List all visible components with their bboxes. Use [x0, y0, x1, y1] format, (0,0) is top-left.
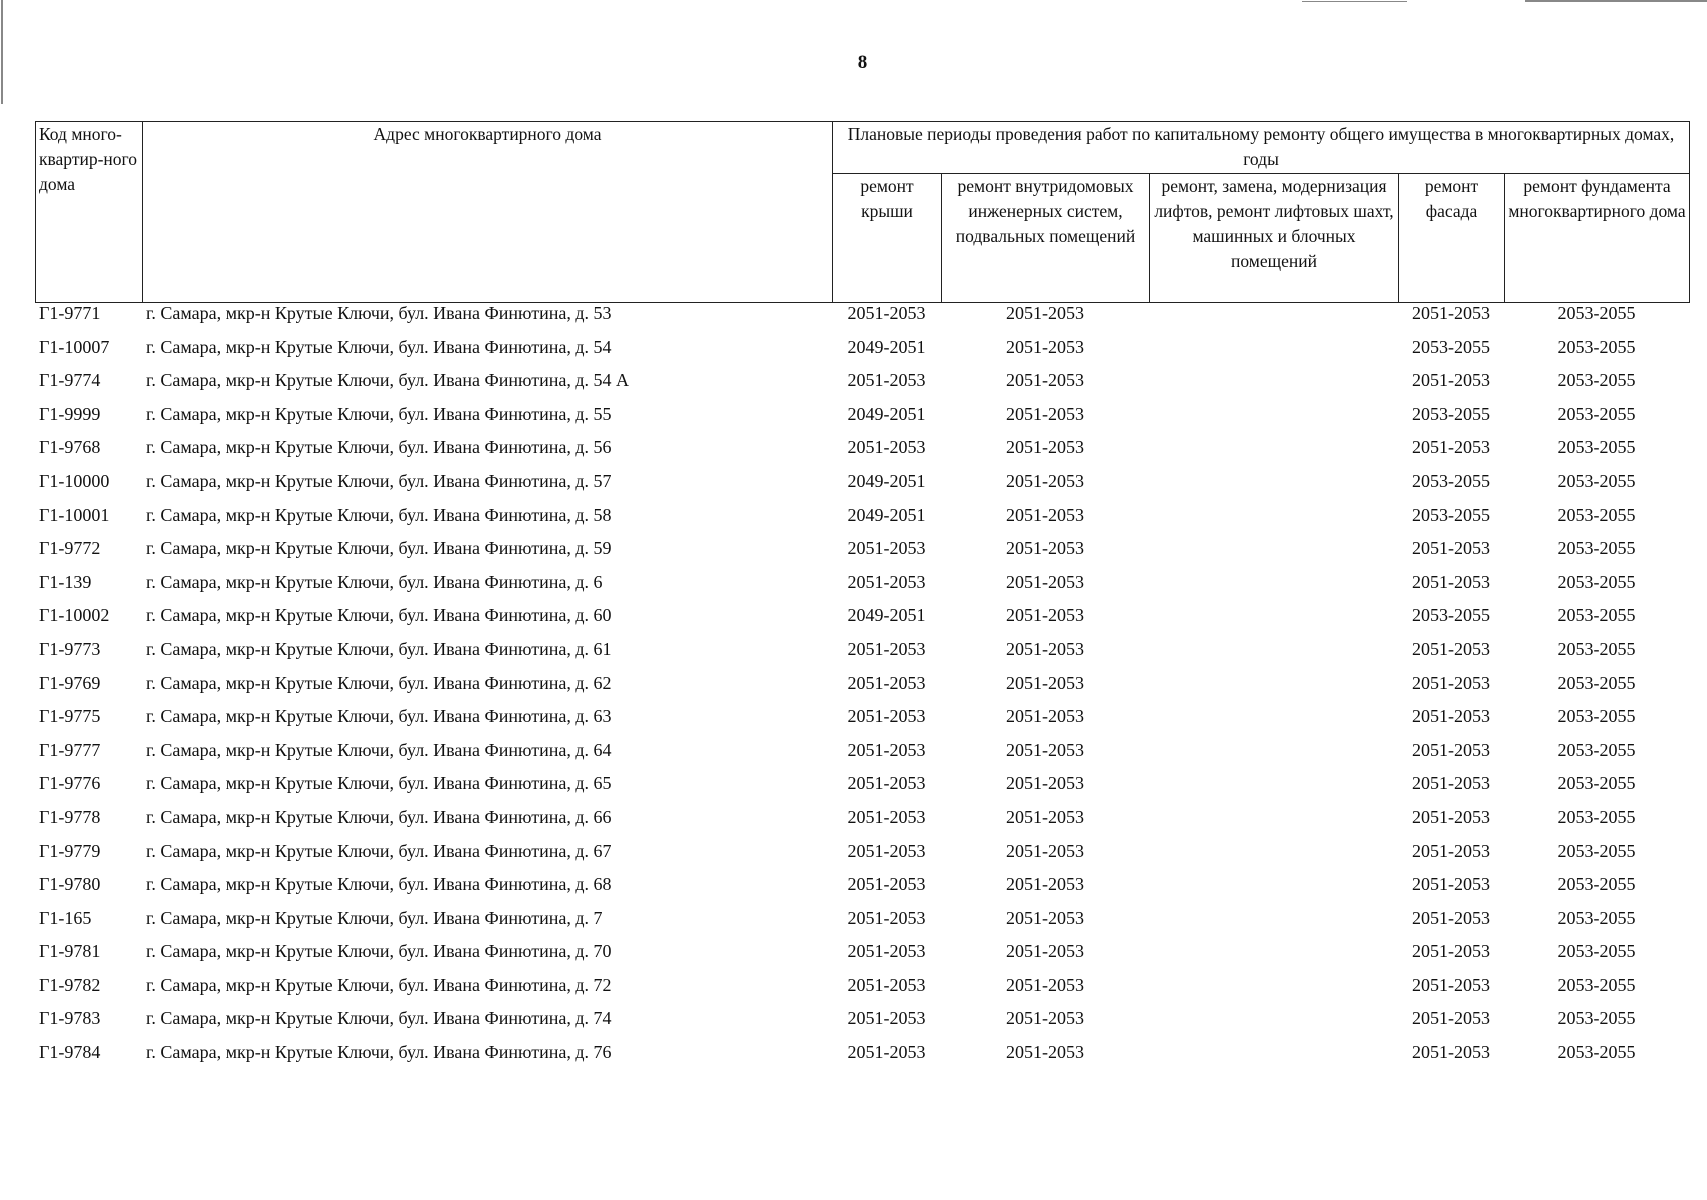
cell-code: Г1-9784	[39, 1042, 101, 1063]
cell-foundation: 2053-2055	[1557, 403, 1636, 424]
cell-facade: 2051-2053	[1412, 974, 1490, 995]
cell-address: г. Самара, мкр-н Крутые Ключи, бул. Ивана Финютина, д. 62	[146, 672, 612, 693]
table-row	[35, 841, 1689, 875]
table-row	[35, 1042, 1689, 1076]
cell-foundation: 2053-2055	[1557, 773, 1636, 794]
cell-facade: 2051-2053	[1412, 437, 1490, 458]
cell-elevators	[1149, 874, 1398, 908]
cell-roof: 2051-2053	[847, 907, 926, 928]
table-row	[35, 807, 1689, 841]
cell-foundation: 2053-2055	[1557, 605, 1636, 626]
cell-code: Г1-9999	[39, 403, 101, 424]
cell-address: г. Самара, мкр-н Крутые Ключи, бул. Ивана Финютина, д. 66	[146, 806, 612, 827]
cell-elevators	[1149, 908, 1398, 942]
cell-facade: 2051-2053	[1412, 370, 1490, 391]
cell-engineering: 2051-2053	[1006, 706, 1084, 727]
cell-roof: 2051-2053	[847, 706, 926, 727]
cell-engineering: 2051-2053	[1006, 437, 1084, 458]
table-row	[35, 874, 1689, 908]
cell-code: Г1-9776	[39, 773, 101, 794]
cell-foundation: 2053-2055	[1557, 504, 1636, 525]
cell-code: Г1-10001	[39, 504, 110, 525]
cell-foundation: 2053-2055	[1557, 336, 1636, 357]
cell-elevators	[1149, 1042, 1398, 1076]
cell-foundation: 2053-2055	[1557, 571, 1636, 592]
table-row	[35, 908, 1689, 942]
cell-elevators	[1149, 639, 1398, 673]
cell-address: г. Самара, мкр-н Крутые Ключи, бул. Ивана Финютина, д. 54	[146, 336, 612, 357]
cell-address: г. Самара, мкр-н Крутые Ключи, бул. Ивана Финютина, д. 6	[146, 571, 603, 592]
cell-code: Г1-9778	[39, 806, 101, 827]
cell-facade: 2051-2053	[1412, 638, 1490, 659]
page-number: 8	[857, 52, 868, 73]
cell-address: г. Самара, мкр-н Крутые Ключи, бул. Ивана Финютина, д. 59	[146, 538, 612, 559]
cell-engineering: 2051-2053	[1006, 403, 1084, 424]
cell-address: г. Самара, мкр-н Крутые Ключи, бул. Ивана Финютина, д. 53	[146, 303, 612, 323]
cell-facade: 2051-2053	[1412, 773, 1490, 794]
cell-address: г. Самара, мкр-н Крутые Ключи, бул. Ивана Финютина, д. 65	[146, 773, 612, 794]
table-row	[35, 673, 1689, 707]
cell-elevators	[1149, 605, 1398, 639]
cell-engineering: 2051-2053	[1006, 303, 1084, 323]
header-elevators: ремонт, замена, модернизация лифтов, ремонт лифтовых шахт, машинных и блочных помещений	[1150, 174, 1399, 303]
cell-elevators	[1149, 841, 1398, 875]
cell-address: г. Самара, мкр-н Крутые Ключи, бул. Ивана Финютина, д. 72	[146, 974, 612, 995]
cell-elevators	[1149, 706, 1398, 740]
cell-roof: 2051-2053	[847, 370, 926, 391]
cell-address: г. Самара, мкр-н Крутые Ключи, бул. Ивана Финютина, д. 76	[146, 1042, 612, 1063]
cell-roof: 2049-2051	[847, 470, 926, 491]
cell-roof: 2051-2053	[847, 1008, 926, 1029]
cell-roof: 2051-2053	[847, 941, 926, 962]
cell-facade: 2051-2053	[1412, 840, 1490, 861]
cell-code: Г1-9769	[39, 672, 101, 693]
table-row	[35, 370, 1689, 404]
header-engineering: ремонт внутридомовых инженерных систем, подвальных помещений	[942, 174, 1150, 303]
cell-roof: 2051-2053	[847, 437, 926, 458]
cell-address: г. Самара, мкр-н Крутые Ключи, бул. Ивана Финютина, д. 56	[146, 437, 612, 458]
cell-roof: 2049-2051	[847, 336, 926, 357]
cell-code: Г1-9782	[39, 974, 101, 995]
cell-engineering: 2051-2053	[1006, 739, 1084, 760]
cell-foundation: 2053-2055	[1557, 672, 1636, 693]
cell-facade: 2051-2053	[1412, 1042, 1490, 1063]
cell-engineering: 2051-2053	[1006, 773, 1084, 794]
cell-engineering: 2051-2053	[1006, 974, 1084, 995]
cell-engineering: 2051-2053	[1006, 538, 1084, 559]
cell-address: г. Самара, мкр-н Крутые Ключи, бул. Ивана Финютина, д. 70	[146, 941, 612, 962]
cell-elevators	[1149, 773, 1398, 807]
cell-engineering: 2051-2053	[1006, 504, 1084, 525]
cell-code: Г1-9781	[39, 941, 101, 962]
header-code: Код много-квартир-ного дома	[36, 122, 143, 303]
cell-elevators	[1149, 975, 1398, 1009]
cell-code: Г1-9773	[39, 638, 101, 659]
cell-foundation: 2053-2055	[1557, 840, 1636, 861]
cell-roof: 2049-2051	[847, 605, 926, 626]
cell-facade: 2053-2055	[1412, 504, 1490, 525]
cell-code: Г1-10007	[39, 336, 110, 357]
cell-facade: 2051-2053	[1412, 571, 1490, 592]
cell-address: г. Самара, мкр-н Крутые Ключи, бул. Ивана Финютина, д. 7	[146, 907, 603, 928]
cell-code: Г1-10002	[39, 605, 110, 626]
cell-engineering: 2051-2053	[1006, 605, 1084, 626]
cell-foundation: 2053-2055	[1557, 538, 1636, 559]
cell-facade: 2051-2053	[1412, 672, 1490, 693]
cell-engineering: 2051-2053	[1006, 638, 1084, 659]
cell-roof: 2051-2053	[847, 874, 926, 895]
cell-engineering: 2051-2053	[1006, 806, 1084, 827]
scan-edge-top-right	[1302, 1, 1407, 2]
cell-roof: 2049-2051	[847, 403, 926, 424]
cell-roof: 2051-2053	[847, 538, 926, 559]
cell-facade: 2051-2053	[1412, 941, 1490, 962]
cell-roof: 2051-2053	[847, 303, 926, 323]
cell-roof: 2051-2053	[847, 773, 926, 794]
cell-address: г. Самара, мкр-н Крутые Ключи, бул. Ивана Финютина, д. 61	[146, 638, 612, 659]
table-row	[35, 337, 1689, 371]
cell-facade: 2051-2053	[1412, 874, 1490, 895]
cell-facade: 2051-2053	[1412, 907, 1490, 928]
cell-facade: 2051-2053	[1412, 739, 1490, 760]
cell-roof: 2051-2053	[847, 806, 926, 827]
table-row	[35, 404, 1689, 438]
cell-code: Г1-9768	[39, 437, 101, 458]
cell-roof: 2051-2053	[847, 1042, 926, 1063]
cell-facade: 2053-2055	[1412, 605, 1490, 626]
cell-code: Г1-165	[39, 907, 92, 928]
cell-code: Г1-9780	[39, 874, 101, 895]
cell-engineering: 2051-2053	[1006, 840, 1084, 861]
cell-elevators	[1149, 370, 1398, 404]
table-row	[35, 538, 1689, 572]
cell-code: Г1-9779	[39, 840, 101, 861]
cell-roof: 2051-2053	[847, 672, 926, 693]
cell-elevators	[1149, 673, 1398, 707]
cell-elevators	[1149, 941, 1398, 975]
cell-code: Г1-9775	[39, 706, 101, 727]
cell-code: Г1-9772	[39, 538, 101, 559]
cell-engineering: 2051-2053	[1006, 1008, 1084, 1029]
cell-foundation: 2053-2055	[1557, 303, 1636, 323]
cell-elevators	[1149, 471, 1398, 505]
cell-foundation: 2053-2055	[1557, 739, 1636, 760]
cell-engineering: 2051-2053	[1006, 571, 1084, 592]
cell-code: Г1-9783	[39, 1008, 101, 1029]
cell-foundation: 2053-2055	[1557, 1042, 1636, 1063]
cell-engineering: 2051-2053	[1006, 470, 1084, 491]
cell-address: г. Самара, мкр-н Крутые Ключи, бул. Ивана Финютина, д. 63	[146, 706, 612, 727]
table-row	[35, 303, 1689, 337]
cell-engineering: 2051-2053	[1006, 336, 1084, 357]
header-address: Адрес многоквартирного дома	[143, 122, 833, 303]
cell-facade: 2051-2053	[1412, 806, 1490, 827]
table-row	[35, 740, 1689, 774]
table-row	[35, 471, 1689, 505]
cell-foundation: 2053-2055	[1557, 907, 1636, 928]
cell-facade: 2051-2053	[1412, 706, 1490, 727]
cell-address: г. Самара, мкр-н Крутые Ключи, бул. Ивана Финютина, д. 60	[146, 605, 612, 626]
cell-facade: 2053-2055	[1412, 403, 1490, 424]
cell-elevators	[1149, 505, 1398, 539]
cell-facade: 2053-2055	[1412, 336, 1490, 357]
cell-foundation: 2053-2055	[1557, 1008, 1636, 1029]
cell-elevators	[1149, 740, 1398, 774]
cell-foundation: 2053-2055	[1557, 806, 1636, 827]
cell-facade: 2051-2053	[1412, 538, 1490, 559]
header-periods: Плановые периоды проведения работ по капитальному ремонту общего имущества в многоквартирных домах, годы	[833, 122, 1690, 174]
scan-edge-top-corner	[1525, 0, 1707, 2]
table-row	[35, 605, 1689, 639]
cell-engineering: 2051-2053	[1006, 370, 1084, 391]
cell-elevators	[1149, 337, 1398, 371]
cell-engineering: 2051-2053	[1006, 1042, 1084, 1063]
table-row	[35, 437, 1689, 471]
cell-elevators	[1149, 538, 1398, 572]
cell-foundation: 2053-2055	[1557, 874, 1636, 895]
header-facade: ремонт фасада	[1399, 174, 1505, 303]
cell-address: г. Самара, мкр-н Крутые Ключи, бул. Ивана Финютина, д. 54 А	[146, 370, 630, 391]
table-row	[35, 706, 1689, 740]
cell-elevators	[1149, 1008, 1398, 1042]
cell-address: г. Самара, мкр-н Крутые Ключи, бул. Ивана Финютина, д. 58	[146, 504, 612, 525]
cell-foundation: 2053-2055	[1557, 437, 1636, 458]
cell-elevators	[1149, 404, 1398, 438]
cell-roof: 2051-2053	[847, 974, 926, 995]
cell-code: Г1-9777	[39, 739, 101, 760]
cell-address: г. Самара, мкр-н Крутые Ключи, бул. Ивана Финютина, д. 74	[146, 1008, 612, 1029]
cell-roof: 2049-2051	[847, 504, 926, 525]
table-body	[35, 303, 1689, 1076]
cell-address: г. Самара, мкр-н Крутые Ключи, бул. Ивана Финютина, д. 64	[146, 739, 612, 760]
cell-engineering: 2051-2053	[1006, 907, 1084, 928]
table-row	[35, 505, 1689, 539]
cell-foundation: 2053-2055	[1557, 370, 1636, 391]
cell-roof: 2051-2053	[847, 638, 926, 659]
cell-code: Г1-139	[39, 571, 92, 592]
cell-elevators	[1149, 437, 1398, 471]
cell-facade: 2051-2053	[1412, 1008, 1490, 1029]
cell-roof: 2051-2053	[847, 571, 926, 592]
cell-address: г. Самара, мкр-н Крутые Ключи, бул. Ивана Финютина, д. 55	[146, 403, 612, 424]
cell-foundation: 2053-2055	[1557, 638, 1636, 659]
cell-foundation: 2053-2055	[1557, 941, 1636, 962]
cell-address: г. Самара, мкр-н Крутые Ключи, бул. Ивана Финютина, д. 68	[146, 874, 612, 895]
cell-foundation: 2053-2055	[1557, 974, 1636, 995]
cell-address: г. Самара, мкр-н Крутые Ключи, бул. Ивана Финютина, д. 57	[146, 470, 612, 491]
cell-elevators	[1149, 303, 1398, 337]
cell-roof: 2051-2053	[847, 739, 926, 760]
cell-facade: 2051-2053	[1412, 303, 1490, 323]
cell-foundation: 2053-2055	[1557, 470, 1636, 491]
cell-elevators	[1149, 807, 1398, 841]
cell-engineering: 2051-2053	[1006, 672, 1084, 693]
header-roof: ремонт крыши	[833, 174, 942, 303]
cell-code: Г1-9774	[39, 370, 101, 391]
cell-engineering: 2051-2053	[1006, 874, 1084, 895]
header-foundation: ремонт фундамента многоквартирного дома	[1505, 174, 1690, 303]
cell-roof: 2051-2053	[847, 840, 926, 861]
cell-elevators	[1149, 572, 1398, 606]
table-row	[35, 941, 1689, 975]
table-row	[35, 572, 1689, 606]
cell-foundation: 2053-2055	[1557, 706, 1636, 727]
cell-engineering: 2051-2053	[1006, 941, 1084, 962]
table-row	[35, 975, 1689, 1009]
table-header	[35, 121, 1690, 303]
cell-code: Г1-9771	[39, 303, 101, 323]
table-row	[35, 639, 1689, 673]
cell-code: Г1-10000	[39, 470, 110, 491]
table-row	[35, 773, 1689, 807]
cell-facade: 2053-2055	[1412, 470, 1490, 491]
cell-address: г. Самара, мкр-н Крутые Ключи, бул. Ивана Финютина, д. 67	[146, 840, 612, 861]
table-row	[35, 1008, 1689, 1042]
